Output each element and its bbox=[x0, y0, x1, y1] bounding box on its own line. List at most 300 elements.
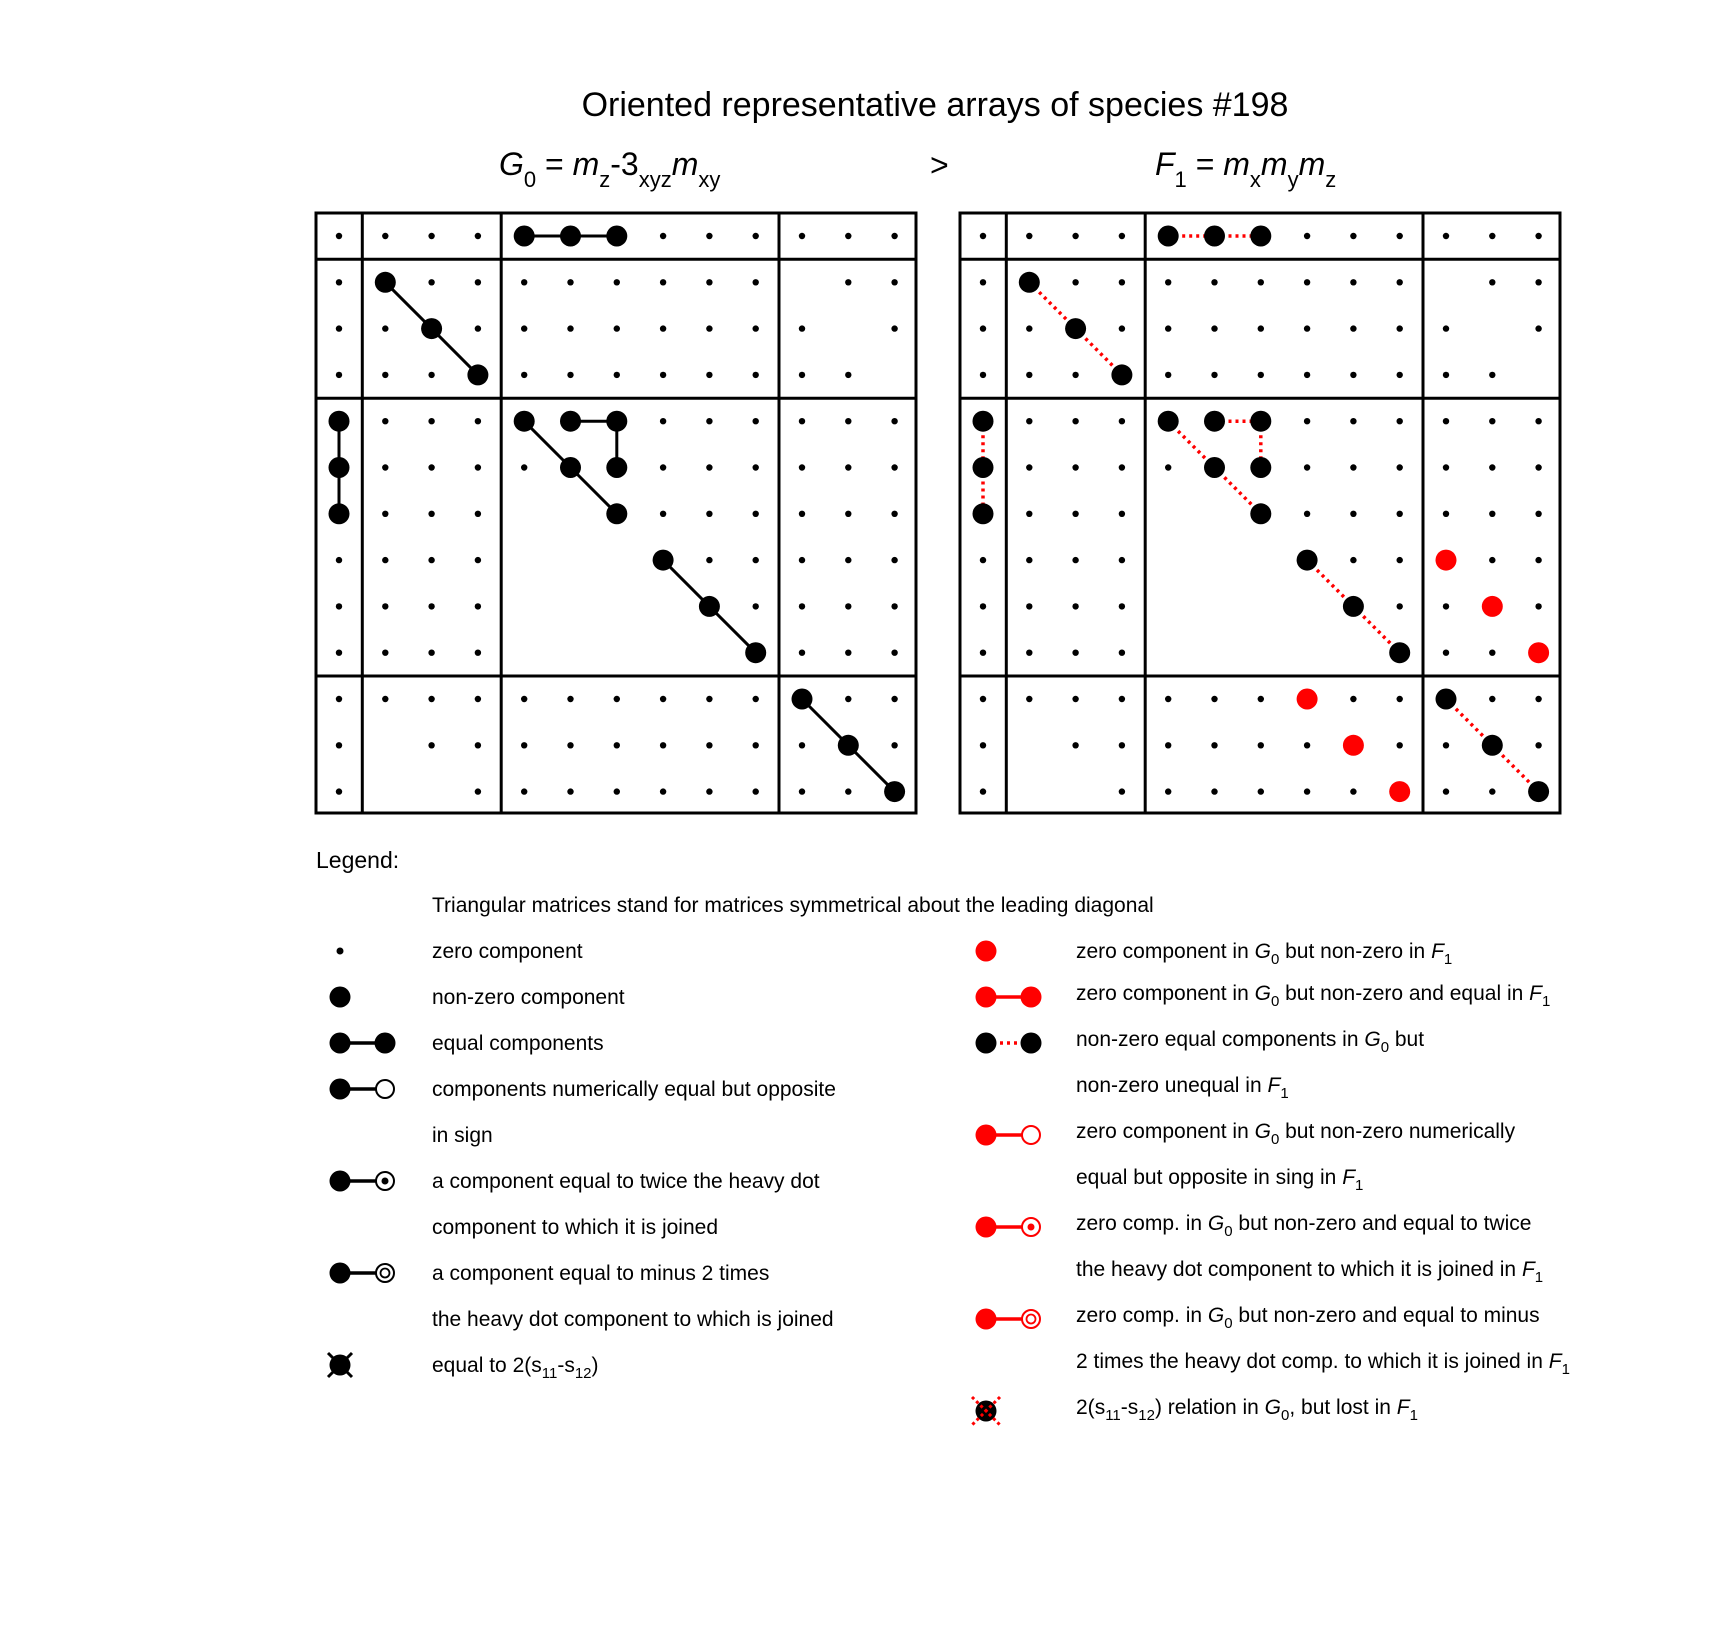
new-nonzero-component bbox=[1297, 689, 1318, 710]
zero-component bbox=[567, 372, 573, 378]
zero-component bbox=[706, 372, 712, 378]
zero-component bbox=[980, 233, 986, 239]
zero-component bbox=[753, 557, 759, 563]
nonzero-component bbox=[514, 411, 535, 432]
zero-component bbox=[1026, 325, 1032, 331]
zero-component bbox=[1304, 511, 1310, 517]
zero-component bbox=[1119, 696, 1125, 702]
zero-component bbox=[614, 325, 620, 331]
zero-component bbox=[1535, 325, 1541, 331]
zero-component bbox=[382, 511, 388, 517]
zero-component bbox=[706, 742, 712, 748]
zero-component bbox=[799, 788, 805, 794]
nonzero-component bbox=[1158, 411, 1179, 432]
zero-component bbox=[1489, 511, 1495, 517]
zero-component bbox=[891, 511, 897, 517]
zero-component bbox=[660, 325, 666, 331]
legend-right-5a: zero comp. in $G_0$ but non-zero and equal to twice bbox=[1076, 1212, 1532, 1240]
legend-heading: Legend: bbox=[316, 847, 400, 873]
zero-component bbox=[891, 557, 897, 563]
legend-right-6b: 2 times the heavy dot comp. to which it is joined in $F_1$ bbox=[1076, 1350, 1570, 1378]
zero-component bbox=[980, 372, 986, 378]
zero-component bbox=[1072, 464, 1078, 470]
zero-component bbox=[428, 464, 434, 470]
zero-component bbox=[1165, 464, 1171, 470]
new-nonzero-component bbox=[1528, 642, 1549, 663]
zero-component bbox=[1072, 557, 1078, 563]
nonzero-component bbox=[1111, 364, 1132, 385]
new-nonzero-component bbox=[1436, 550, 1457, 571]
twice-link-icon bbox=[330, 1171, 395, 1192]
legend-left-3: equal components bbox=[432, 1032, 604, 1055]
zero-component bbox=[1535, 603, 1541, 609]
nonzero-component bbox=[1250, 411, 1271, 432]
zero-component bbox=[706, 788, 712, 794]
zero-component bbox=[1026, 418, 1032, 424]
zero-component bbox=[980, 325, 986, 331]
zero-component bbox=[1350, 511, 1356, 517]
zero-component bbox=[799, 325, 805, 331]
nonzero-component bbox=[1482, 735, 1503, 756]
nonzero-component bbox=[560, 457, 581, 478]
legend-right-3a: non-zero equal components in $G_0$ but bbox=[1076, 1028, 1425, 1056]
equal-link-icon bbox=[330, 1033, 396, 1054]
zero-component bbox=[1119, 742, 1125, 748]
zero-component bbox=[382, 418, 388, 424]
zero-component bbox=[336, 557, 342, 563]
zero-component bbox=[845, 557, 851, 563]
zero-component bbox=[1211, 788, 1217, 794]
zero-component bbox=[753, 696, 759, 702]
zero-component bbox=[1026, 557, 1032, 563]
zero-component bbox=[1026, 696, 1032, 702]
nonzero-component bbox=[606, 411, 627, 432]
legend-right-1: zero component in $G_0$ but non-zero in $F_1$ bbox=[1076, 940, 1453, 968]
zero-component bbox=[1397, 742, 1403, 748]
zero-component bbox=[706, 511, 712, 517]
zero-component bbox=[1258, 279, 1264, 285]
zero-component bbox=[799, 557, 805, 563]
zero-component bbox=[1072, 742, 1078, 748]
zero-component bbox=[475, 557, 481, 563]
nonzero-component bbox=[653, 550, 674, 571]
zero-component bbox=[753, 418, 759, 424]
comparison-symbol: > bbox=[930, 147, 949, 183]
zero-component bbox=[1165, 372, 1171, 378]
zero-component bbox=[336, 233, 342, 239]
zero-component bbox=[980, 696, 986, 702]
zero-component bbox=[1119, 557, 1125, 563]
zero-component bbox=[1258, 696, 1264, 702]
zero-component bbox=[336, 650, 342, 656]
zero-component bbox=[891, 233, 897, 239]
zero-component bbox=[1350, 557, 1356, 563]
zero-component bbox=[1535, 742, 1541, 748]
zero-component bbox=[980, 603, 986, 609]
zero-component bbox=[753, 279, 759, 285]
zero-component bbox=[1489, 279, 1495, 285]
zero-component bbox=[660, 464, 666, 470]
zero-component bbox=[567, 696, 573, 702]
nonzero-component bbox=[1436, 689, 1457, 710]
zero-component bbox=[1489, 788, 1495, 794]
zero-component bbox=[1119, 325, 1125, 331]
zero-component bbox=[845, 696, 851, 702]
zero-component bbox=[336, 788, 342, 794]
zero-component bbox=[428, 418, 434, 424]
zero-component bbox=[980, 788, 986, 794]
zero-component bbox=[614, 696, 620, 702]
zero-component bbox=[1026, 464, 1032, 470]
zero-component bbox=[1397, 464, 1403, 470]
zero-component bbox=[1165, 279, 1171, 285]
zero-component bbox=[1443, 325, 1449, 331]
zero-component bbox=[1535, 696, 1541, 702]
zero-component bbox=[521, 372, 527, 378]
zero-component bbox=[753, 788, 759, 794]
nonzero-component bbox=[1204, 411, 1225, 432]
zero-component bbox=[1397, 372, 1403, 378]
legend-left-6a: a component equal to minus 2 times bbox=[432, 1262, 770, 1285]
zero-component bbox=[706, 418, 712, 424]
zero-component bbox=[1443, 742, 1449, 748]
zero-component bbox=[475, 511, 481, 517]
zero-component bbox=[1489, 464, 1495, 470]
zero-component bbox=[660, 279, 666, 285]
zero-component bbox=[475, 233, 481, 239]
legend-note: Triangular matrices stand for matrices symmetrical about the leading diagonal bbox=[432, 894, 1154, 917]
zero-component bbox=[891, 325, 897, 331]
zero-component bbox=[614, 372, 620, 378]
nonzero-component bbox=[606, 503, 627, 524]
zero-component bbox=[428, 603, 434, 609]
legend-right-7: $2(s_{11}-s_{12})$ relation in $G_0$, but lost in $F_1$ bbox=[1076, 1396, 1418, 1424]
zero-component bbox=[1397, 557, 1403, 563]
zero-component bbox=[1211, 279, 1217, 285]
nonzero-component bbox=[1204, 226, 1225, 247]
zero-component bbox=[1535, 464, 1541, 470]
zero-component bbox=[1119, 650, 1125, 656]
zero-component bbox=[428, 511, 434, 517]
zero-component bbox=[1350, 325, 1356, 331]
zero-component bbox=[1258, 742, 1264, 748]
zero-component bbox=[614, 742, 620, 748]
zero-component bbox=[336, 372, 342, 378]
zero-component bbox=[1119, 279, 1125, 285]
zero-component bbox=[660, 372, 666, 378]
zero-component bbox=[845, 650, 851, 656]
zero-component bbox=[1072, 372, 1078, 378]
zero-component bbox=[1350, 233, 1356, 239]
nonzero-component bbox=[421, 318, 442, 339]
legend-left-6b: the heavy dot component to which is joined bbox=[432, 1308, 834, 1331]
zero-component bbox=[799, 372, 805, 378]
zero-component bbox=[845, 603, 851, 609]
zero-component bbox=[428, 557, 434, 563]
zero-component bbox=[521, 742, 527, 748]
zero-component bbox=[428, 742, 434, 748]
zero-component bbox=[980, 279, 986, 285]
zero-component bbox=[1119, 418, 1125, 424]
zero-component bbox=[1350, 372, 1356, 378]
zero-component bbox=[521, 464, 527, 470]
zero-component bbox=[428, 372, 434, 378]
zero-component bbox=[845, 788, 851, 794]
dotted-link-icon bbox=[976, 1033, 1042, 1054]
zero-component bbox=[475, 464, 481, 470]
zero-component bbox=[382, 325, 388, 331]
nonzero-component bbox=[1250, 226, 1271, 247]
left-header: $G_0 = m_z-3_{xyz}m_{xy}$ bbox=[499, 146, 721, 192]
g0-matrix bbox=[316, 213, 916, 813]
zero-component bbox=[1489, 418, 1495, 424]
zero-component bbox=[428, 650, 434, 656]
zero-component bbox=[845, 279, 851, 285]
nonzero-component bbox=[467, 364, 488, 385]
zero-component bbox=[614, 788, 620, 794]
zero-component bbox=[382, 603, 388, 609]
zero-component bbox=[1535, 233, 1541, 239]
red-equal-link-icon bbox=[976, 987, 1042, 1008]
zero-component bbox=[706, 233, 712, 239]
zero-component bbox=[753, 511, 759, 517]
legend-left-4b: in sign bbox=[432, 1124, 493, 1147]
zero-component bbox=[1397, 279, 1403, 285]
zero-component bbox=[382, 233, 388, 239]
zero-component bbox=[1443, 650, 1449, 656]
zero-component bbox=[1072, 603, 1078, 609]
minus-twice-link-icon bbox=[330, 1263, 395, 1284]
zero-component bbox=[753, 742, 759, 748]
zero-component bbox=[660, 788, 666, 794]
big-dot-icon bbox=[330, 987, 351, 1008]
nonzero-component bbox=[606, 226, 627, 247]
zero-component bbox=[1397, 418, 1403, 424]
opposite-link-icon bbox=[330, 1079, 395, 1100]
zero-component bbox=[891, 464, 897, 470]
zero-component bbox=[753, 603, 759, 609]
zero-component bbox=[660, 233, 666, 239]
legend-right-4a: zero component in $G_0$ but non-zero numerically bbox=[1076, 1120, 1516, 1148]
zero-component bbox=[567, 788, 573, 794]
zero-component bbox=[799, 650, 805, 656]
zero-component bbox=[1072, 511, 1078, 517]
legend-left-5a: a component equal to twice the heavy dot bbox=[432, 1170, 820, 1193]
zero-component bbox=[980, 742, 986, 748]
nonzero-component bbox=[1065, 318, 1086, 339]
zero-component bbox=[382, 696, 388, 702]
new-nonzero-component bbox=[1389, 781, 1410, 802]
zero-component bbox=[1304, 279, 1310, 285]
zero-component bbox=[1119, 464, 1125, 470]
zero-component bbox=[1350, 418, 1356, 424]
nonzero-component bbox=[1389, 642, 1410, 663]
zero-component bbox=[799, 511, 805, 517]
zero-component bbox=[1304, 325, 1310, 331]
nonzero-component bbox=[1343, 596, 1364, 617]
zero-component bbox=[980, 650, 986, 656]
zero-component bbox=[1258, 372, 1264, 378]
legend-right-6a: zero comp. in $G_0$ but non-zero and equal to minus bbox=[1076, 1304, 1540, 1332]
zero-component bbox=[1026, 233, 1032, 239]
zero-component bbox=[1165, 696, 1171, 702]
zero-component bbox=[799, 233, 805, 239]
zero-component bbox=[1304, 233, 1310, 239]
zero-component bbox=[428, 696, 434, 702]
legend-left-7: equal to $2(s_{11}-s_{12})$ bbox=[432, 1354, 599, 1382]
zero-component bbox=[845, 233, 851, 239]
zero-component bbox=[475, 788, 481, 794]
zero-component bbox=[753, 233, 759, 239]
zero-component bbox=[706, 464, 712, 470]
zero-component bbox=[1258, 325, 1264, 331]
zero-component bbox=[1350, 464, 1356, 470]
red-dot-icon bbox=[976, 941, 997, 962]
zero-component bbox=[660, 696, 666, 702]
zero-component bbox=[1489, 372, 1495, 378]
zero-component bbox=[475, 279, 481, 285]
zero-component bbox=[1397, 511, 1403, 517]
zero-component bbox=[1165, 788, 1171, 794]
zero-component bbox=[706, 279, 712, 285]
zero-component bbox=[706, 557, 712, 563]
zero-component bbox=[1489, 696, 1495, 702]
zero-component bbox=[1211, 742, 1217, 748]
zero-component bbox=[799, 418, 805, 424]
zero-component bbox=[1350, 279, 1356, 285]
legend-right-5b: the heavy dot component to which it is joined in $F_1$ bbox=[1076, 1258, 1544, 1286]
zero-component bbox=[1304, 742, 1310, 748]
zero-component bbox=[1397, 696, 1403, 702]
zero-component bbox=[799, 603, 805, 609]
zero-component bbox=[1443, 464, 1449, 470]
zero-component bbox=[891, 742, 897, 748]
nonzero-component bbox=[1019, 272, 1040, 293]
zero-component bbox=[475, 603, 481, 609]
nonzero-component bbox=[745, 642, 766, 663]
zero-component bbox=[1165, 742, 1171, 748]
zero-component bbox=[567, 279, 573, 285]
zero-component bbox=[1304, 372, 1310, 378]
zero-component bbox=[567, 325, 573, 331]
nonzero-component bbox=[606, 457, 627, 478]
zero-component bbox=[660, 418, 666, 424]
zero-component bbox=[1397, 603, 1403, 609]
zero-component bbox=[753, 464, 759, 470]
zero-component bbox=[475, 742, 481, 748]
legend-left-1: zero component bbox=[432, 940, 583, 963]
zero-component bbox=[1072, 233, 1078, 239]
zero-component bbox=[1397, 325, 1403, 331]
zero-component bbox=[1304, 418, 1310, 424]
zero-component bbox=[1211, 696, 1217, 702]
zero-component bbox=[1211, 372, 1217, 378]
zero-component bbox=[1211, 325, 1217, 331]
zero-component bbox=[891, 279, 897, 285]
zero-component bbox=[475, 418, 481, 424]
zero-component bbox=[1304, 464, 1310, 470]
crossed-dot-icon bbox=[328, 1353, 352, 1377]
zero-component bbox=[1443, 788, 1449, 794]
new-nonzero-component bbox=[1343, 735, 1364, 756]
zero-component bbox=[1258, 788, 1264, 794]
right-header: $F_1 = m_xm_ym_z$ bbox=[1155, 146, 1337, 192]
legend-right-3b: non-zero unequal in $F_1$ bbox=[1076, 1074, 1289, 1102]
zero-component bbox=[1350, 788, 1356, 794]
nonzero-component bbox=[838, 735, 859, 756]
zero-component bbox=[1119, 788, 1125, 794]
nonzero-component bbox=[1250, 457, 1271, 478]
zero-component bbox=[891, 418, 897, 424]
zero-component bbox=[845, 372, 851, 378]
zero-component bbox=[1304, 788, 1310, 794]
zero-component bbox=[753, 325, 759, 331]
red-twice-link-icon bbox=[976, 1217, 1041, 1238]
nonzero-component bbox=[514, 226, 535, 247]
zero-component bbox=[1119, 603, 1125, 609]
legend-left-2: non-zero component bbox=[432, 986, 625, 1009]
zero-component bbox=[1026, 603, 1032, 609]
zero-component bbox=[1397, 233, 1403, 239]
zero-component bbox=[1489, 233, 1495, 239]
zero-component bbox=[1026, 650, 1032, 656]
nonzero-component bbox=[973, 503, 994, 524]
zero-component bbox=[660, 511, 666, 517]
zero-component bbox=[1072, 418, 1078, 424]
red-opposite-link-icon bbox=[976, 1125, 1041, 1146]
zero-component bbox=[891, 603, 897, 609]
zero-component bbox=[336, 325, 342, 331]
zero-component bbox=[891, 650, 897, 656]
zero-component bbox=[753, 372, 759, 378]
zero-component bbox=[1072, 650, 1078, 656]
nonzero-component bbox=[1250, 503, 1271, 524]
zero-component bbox=[706, 696, 712, 702]
legend-left-5b: component to which it is joined bbox=[432, 1216, 718, 1239]
zero-component bbox=[336, 603, 342, 609]
zero-component bbox=[336, 696, 342, 702]
nonzero-component bbox=[560, 411, 581, 432]
nonzero-component bbox=[1297, 550, 1318, 571]
zero-component bbox=[1535, 511, 1541, 517]
zero-component bbox=[1489, 557, 1495, 563]
zero-component bbox=[1119, 511, 1125, 517]
nonzero-component bbox=[375, 272, 396, 293]
zero-component bbox=[1535, 279, 1541, 285]
zero-component bbox=[428, 233, 434, 239]
nonzero-component bbox=[1528, 781, 1549, 802]
zero-component bbox=[799, 464, 805, 470]
zero-component bbox=[706, 325, 712, 331]
nonzero-component bbox=[329, 411, 350, 432]
zero-component bbox=[567, 742, 573, 748]
zero-component bbox=[799, 742, 805, 748]
zero-component bbox=[1489, 650, 1495, 656]
zero-component bbox=[614, 279, 620, 285]
zero-component bbox=[382, 372, 388, 378]
zero-component bbox=[1443, 233, 1449, 239]
zero-component bbox=[475, 325, 481, 331]
zero-component bbox=[891, 696, 897, 702]
nonzero-component bbox=[884, 781, 905, 802]
zero-component bbox=[845, 418, 851, 424]
legend-right-2: zero component in $G_0$ but non-zero and equal in $F_1$ bbox=[1076, 982, 1551, 1010]
lost-crossed-dot-icon bbox=[972, 1397, 1000, 1425]
nonzero-component bbox=[699, 596, 720, 617]
nonzero-component bbox=[329, 503, 350, 524]
zero-component bbox=[845, 511, 851, 517]
zero-component bbox=[1535, 418, 1541, 424]
